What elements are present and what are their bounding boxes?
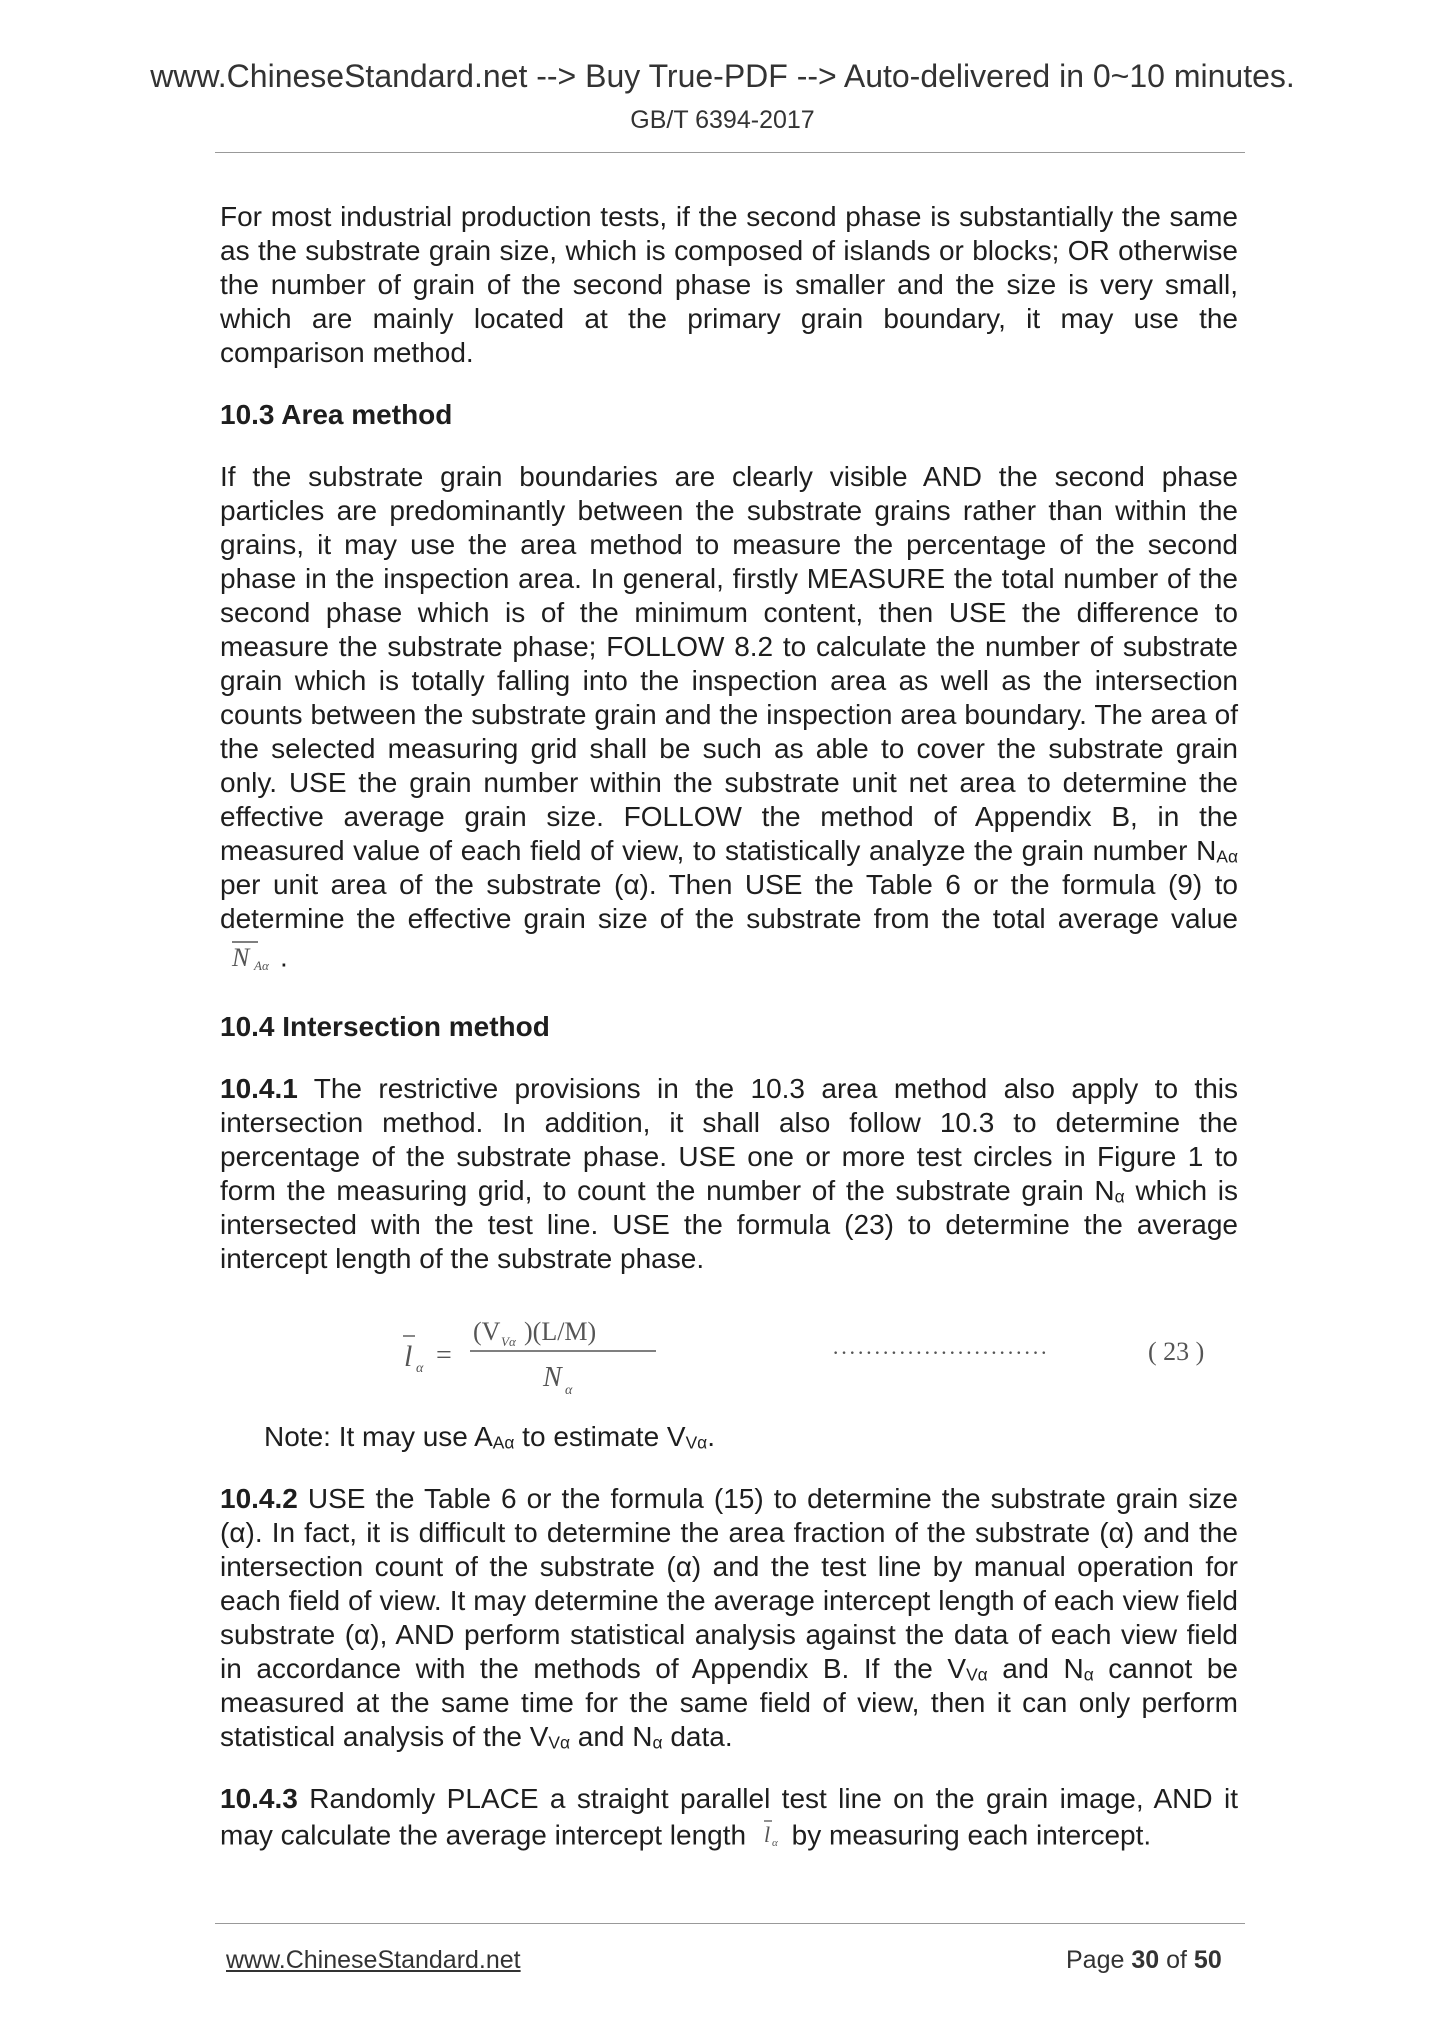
svg-text:Vα: Vα <box>501 1334 516 1349</box>
svg-text:l: l <box>763 1822 770 1847</box>
formula-23 <box>220 1304 1238 1400</box>
paragraph-10-4-1: 10.4.1 The restrictive provisions in the 10.3 area method also apply to this intersection method. In addition, it shall also follow 10.3 to determine the percentage of the substrate phase. USE one or more test circles in Figure 1 to form the measuring grid, to count the number of the substrate grain $N_\alpha$ which is intersected with the test line. USE the formula (23) to determine the average intercept length of the substrate phase. <box>220 1073 1238 1274</box>
svg-text:l: l <box>404 1340 413 1373</box>
section-heading-10-3: 10.3 Area method <box>220 399 453 430</box>
n-bar-symbol <box>220 936 280 982</box>
svg-text:(V: (V <box>473 1317 501 1346</box>
l-bar-symbol <box>754 1816 784 1858</box>
svg-text:α: α <box>565 1383 573 1398</box>
svg-text:( 23 ): ( 23 ) <box>1148 1337 1205 1366</box>
paragraph-10-4-3: 10.4.3 Randomly PLACE a straight parallel test line on the grain image, AND it may calculate the average intercept length l α by measuring each intercept. <box>220 1782 1238 1858</box>
svg-text:=: = <box>436 1340 452 1371</box>
page-content <box>220 200 1238 1886</box>
svg-text:α: α <box>416 1361 424 1376</box>
svg-text:··························: ·························· <box>832 1340 1049 1365</box>
header-divider <box>215 152 1245 153</box>
svg-text:N: N <box>543 1362 562 1393</box>
svg-text:N: N <box>232 943 250 972</box>
section-heading-10-4: 10.4 Intersection method <box>220 1011 550 1042</box>
header-banner: www.ChineseStandard.net --> Buy True-PDF --> Auto-delivered in 0~10 minutes. <box>150 58 1295 94</box>
page-indicator: Page 30 of 50 <box>1066 1946 1222 1974</box>
svg-text:Aα: Aα <box>254 958 269 973</box>
svg-text:)(L/M): )(L/M) <box>524 1317 597 1346</box>
note-line: Note: It may use $A_{A\alpha}$ to estimate $V_{V\alpha}$. <box>264 1421 715 1453</box>
svg-text:α: α <box>771 1837 778 1849</box>
footer-divider <box>215 1923 1245 1924</box>
paragraph-10-3: If the substrate grain boundaries are clearly visible AND the second phase particles are predominantly between the substrate grains rather than within the grains, it may use the area method to measure the percentage of the second phase in the inspection area. In general, firstly MEASURE the total number of the second phase which is of the minimum content, then USE the difference to measure the substrate phase; FOLLOW 8.2 to calculate the number of substrate grain which is totally falling into the inspection area as well as the intersection counts between the substrate grain and the inspection area boundary. The area of the selected measuring grid shall be such as able to cover the substrate grain only. USE the grain number within the substrate unit net area to determine the effective average grain size. FOLLOW the method of Appendix B, in the measured value of each field of view, to statistically analyze the grain number $N_{A\alpha}$ per unit area of the substrate (α). Then USE the Table 6 or the formula (9) to determine the effective grain size of the substrate from the total average value N Aα . <box>220 460 1238 982</box>
standard-id: GB/T 6394-2017 <box>630 106 815 134</box>
paragraph-10-4-2: 10.4.2 USE the Table 6 or the formula (15) to determine the substrate grain size (α). In fact, it is difficult to determine the area fraction of the substrate (α) and the intersection count of the substrate (α) and the test line by manual operation for each field of view. It may determine the average intercept length of each view field substrate (α), AND perform statistical analysis against the data of each view field in accordance with the methods of Appendix B. If the $V_{V\alpha}$ and $N_\alpha$ cannot be measured at the same time for the same field of view, then it can only perform statistical analysis of the $V_{V\alpha}$ and $N_\alpha$ data. <box>220 1483 1238 1753</box>
footer-site-link[interactable]: www.ChineseStandard.net <box>226 1946 521 1974</box>
paragraph-intro: For most industrial production tests, if the second phase is substantially the same as the substrate grain size, which is composed of islands or blocks; OR otherwise the number of grain of the second phase is smaller and the size is very small, which are mainly located at the primary grain boundary, it may use the comparison method. <box>220 201 1238 368</box>
